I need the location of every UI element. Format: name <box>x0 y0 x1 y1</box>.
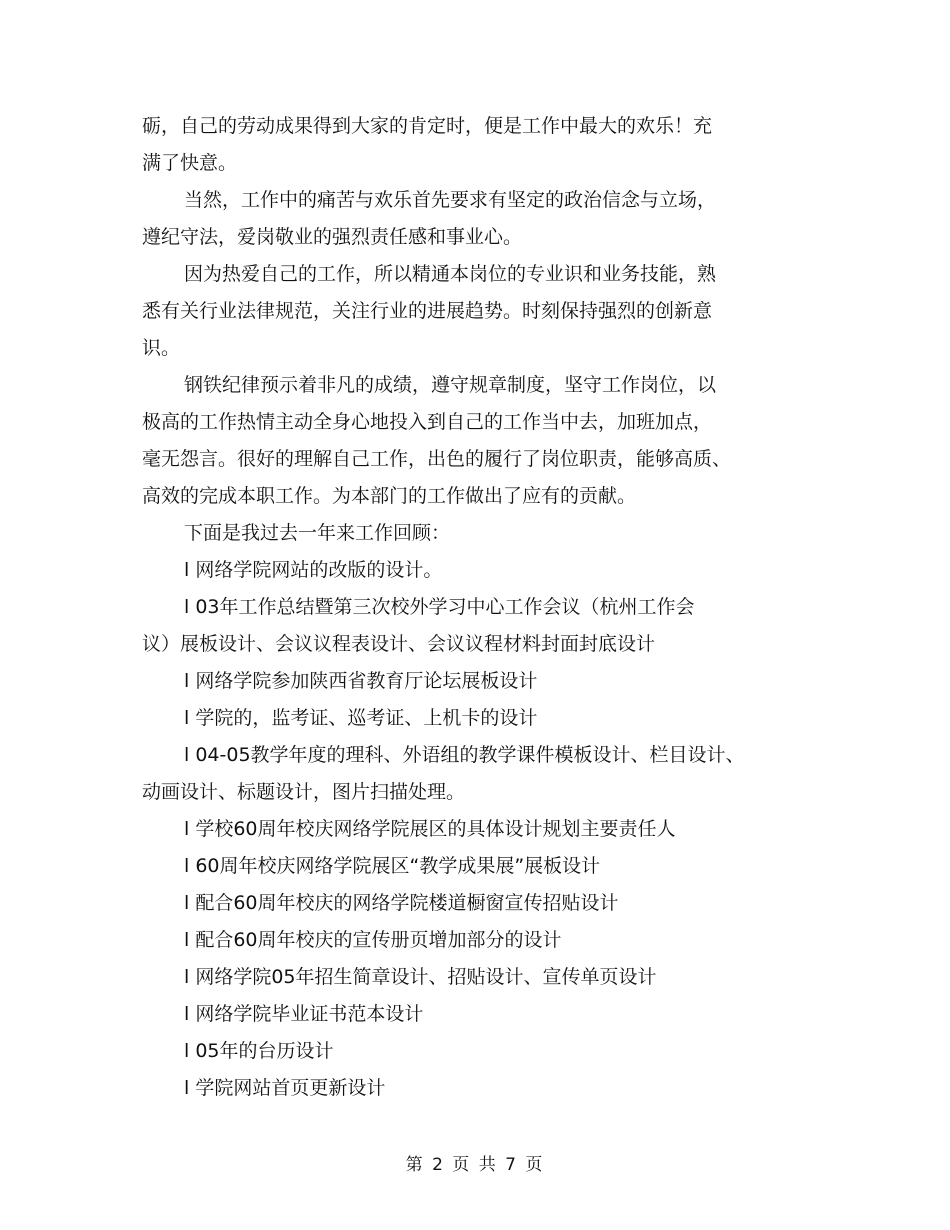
paragraph-line: 高效的完成本职工作。为本部门的工作做出了应有的贡献。 <box>142 485 637 507</box>
document-body <box>142 108 842 1107</box>
paragraph-line: 砺，自己的劳动成果得到大家的肯定时，便是工作中最大的欢乐！充 <box>142 115 713 137</box>
paragraph <box>142 737 842 811</box>
paragraph <box>142 663 842 700</box>
paragraph-line: 当然，工作中的痛苦与欢乐首先要求有坚定的政治信念与立场， <box>184 189 717 211</box>
paragraph <box>142 552 842 589</box>
paragraph <box>142 848 842 885</box>
paragraph-line: l 配合60周年校庆的网络学院楼道橱窗宣传招贴设计 <box>184 892 619 914</box>
paragraph-line: l 学院网站首页更新设计 <box>184 1077 386 1099</box>
paragraph-line: l 网络学院05年招生简章设计、招贴设计、宣传单页设计 <box>184 966 657 988</box>
paragraph-line: 下面是我过去一年来工作回顾： <box>184 522 451 544</box>
paragraph <box>142 811 842 848</box>
paragraph <box>142 922 842 959</box>
paragraph-line: 极高的工作热情主动全身心地投入到自己的工作当中去，加班加点， <box>142 411 713 433</box>
paragraph <box>142 700 842 737</box>
paragraph-line: l 网络学院参加陕西省教育厅论坛展板设计 <box>184 670 538 692</box>
paragraph <box>142 515 842 552</box>
paragraph <box>142 256 842 367</box>
paragraph <box>142 996 842 1033</box>
paragraph-line: 遵纪守法，爱岗敬业的强烈责任感和事业心。 <box>142 226 523 248</box>
paragraph-line: 议）展板设计、会议议程表设计、会议议程材料封面封底设计 <box>142 633 656 655</box>
paragraph <box>142 1070 842 1107</box>
paragraph <box>142 959 842 996</box>
paragraph-line: l 04-05教学年度的理科、外语组的教学课件模板设计、栏目设计、 <box>184 744 745 766</box>
paragraph-line: 毫无怨言。很好的理解自己工作，出色的履行了岗位职责，能够高质、 <box>142 448 732 470</box>
page-footer: 第 2 页 共 7 页 <box>405 1155 545 1175</box>
paragraph-line: 悉有关行业法律规范，关注行业的进展趋势。时刻保持强烈的创新意 <box>142 300 713 322</box>
paragraph-line: l 03年工作总结暨第三次校外学习中心工作会议（杭州工作会 <box>184 596 695 618</box>
paragraph-line: l 网络学院毕业证书范本设计 <box>184 1003 424 1025</box>
paragraph-line: l 60周年校庆网络学院展区“教学成果展”展板设计 <box>184 855 601 877</box>
paragraph <box>142 108 842 182</box>
paragraph <box>142 1033 842 1070</box>
paragraph-line: 钢铁纪律预示着非凡的成绩，遵守规章制度，坚守工作岗位，以 <box>184 374 717 396</box>
paragraph <box>142 885 842 922</box>
paragraph-line: 动画设计、标题设计，图片扫描处理。 <box>142 781 466 803</box>
paragraph-line: l 配合60周年校庆的宣传册页增加部分的设计 <box>184 929 562 951</box>
paragraph <box>142 182 842 256</box>
paragraph-line: l 网络学院网站的改版的设计。 <box>184 559 443 581</box>
paragraph-line: l 05年的台历设计 <box>184 1040 334 1062</box>
paragraph-line: l 学院的，监考证、巡考证、上机卡的设计 <box>184 707 538 729</box>
paragraph <box>142 589 842 663</box>
paragraph-line: 因为热爱自己的工作，所以精通本岗位的专业识和业务技能，熟 <box>184 263 717 285</box>
paragraph-line: 识。 <box>142 337 181 359</box>
paragraph <box>142 367 842 515</box>
paragraph-line: 满了快意。 <box>142 152 238 174</box>
paragraph-line: l 学校60周年校庆网络学院展区的具体设计规划主要责任人 <box>184 818 676 840</box>
